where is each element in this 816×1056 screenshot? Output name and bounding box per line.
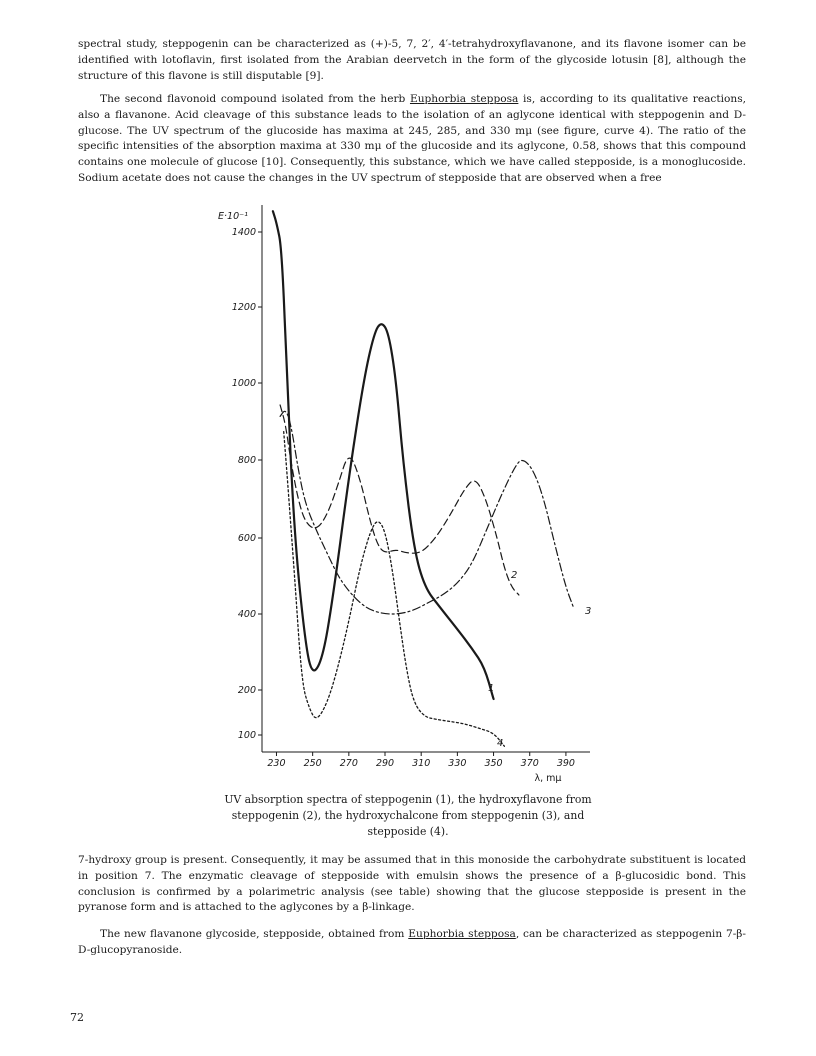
x-tick-label: 350 bbox=[484, 758, 503, 769]
x-tick-label: 390 bbox=[556, 758, 575, 769]
x-tick-label: 290 bbox=[375, 758, 395, 769]
paragraph-stepposide-isolation bbox=[78, 92, 746, 187]
y-tick-label: 800 bbox=[237, 455, 256, 466]
paragraph-glucosidic-bond: 7-hydroxy group is present. Consequently, it may be assumed that in this monoside the carbohydrate substituent is located in position 7. The enzymatic cleavage of stepposide with emulsin shows the presence of a β-glucosidic bond. This conclusion is confirmed by a polarimetric analysis (see table) showing that the glucose stepposide is present in the pyranose form and is attached to the aglycones by a β-linkage. bbox=[78, 854, 746, 914]
y-tick-label: 1200 bbox=[231, 302, 256, 313]
page-number: 72 bbox=[70, 1011, 84, 1024]
curve-label: 4 bbox=[497, 738, 504, 749]
curve-3-line bbox=[280, 411, 573, 614]
x-tick-label: 330 bbox=[448, 758, 467, 769]
x-tick-label: 370 bbox=[520, 758, 539, 769]
y-tick-label: 200 bbox=[237, 685, 256, 696]
y-tick-label: 1400 bbox=[231, 227, 256, 238]
figure-caption: UV absorption spectra of steppogenin (1), the hydroxyflavone from steppogenin (2), the hydroxychalcone from steppogenin (3), and stepposide (4). bbox=[224, 793, 592, 838]
y-axis-label: E·10⁻¹ bbox=[218, 211, 248, 222]
curve-label: 2 bbox=[511, 570, 518, 581]
x-tick-label: 250 bbox=[303, 758, 322, 769]
y-tick-label: 100 bbox=[237, 730, 256, 741]
y-tick-label: 1000 bbox=[231, 378, 256, 389]
y-tick-label: 400 bbox=[237, 609, 256, 620]
x-tick-label: 310 bbox=[412, 758, 431, 769]
paragraph-conclusion bbox=[78, 927, 746, 959]
paragraph-continued: spectral study, steppogenin can be characterized as (+)-5, 7, 2′, 4′-tetrahydroxyflavanone, and its flavone isomer can be identified with lotoflavin, first isolated from the Arabian deervetch in the form of the glycoside lotusin [8], although the structure of this flavone is still disputable [9]. bbox=[78, 38, 746, 82]
paragraph-text-rest: , can be characterized as steppogenin 7-β-D-glucopyranoside. bbox=[78, 928, 746, 956]
curve-2-line bbox=[280, 405, 519, 595]
curve-4-line bbox=[284, 432, 505, 747]
x-tick-label: 270 bbox=[339, 758, 358, 769]
species-name: Euphorbia stepposa bbox=[409, 93, 519, 105]
paragraph-text-start: The new flavanone glycoside, stepposide, obtained from bbox=[100, 928, 409, 940]
x-axis-unit: λ, mμ bbox=[534, 773, 562, 784]
paragraph-text-start: The second flavonoid compound isolated from the herb bbox=[100, 93, 410, 105]
y-tick-label: 600 bbox=[237, 533, 256, 544]
curve-label: 3 bbox=[585, 606, 592, 617]
species-name: Euphorbia stepposa bbox=[408, 928, 516, 940]
paragraph-text-rest: is, according to its qualitative reactions, also a flavanone. Acid cleavage of this substance leads to the isolation of an aglycone identical with steppogenin and D-glucose. The UV spectrum of the glucoside has maxima at 245, 285, and 330 mμ (see figure, curve 4). The ratio of the specific intensities of the absorption maxima at 330 mμ of the glucoside and its aglycone, 0.58, shows that this compound contains one molecule of glucose [10]. Consequently, this substance, which we have called stepposide, is a monoglucoside. Sodium acetate does not cause the changes in the UV spectrum of stepposide that are observed when a free bbox=[78, 93, 746, 184]
curve-label: 1 bbox=[488, 683, 495, 694]
curve-1-line bbox=[273, 211, 494, 699]
x-tick-label: 230 bbox=[267, 758, 286, 769]
